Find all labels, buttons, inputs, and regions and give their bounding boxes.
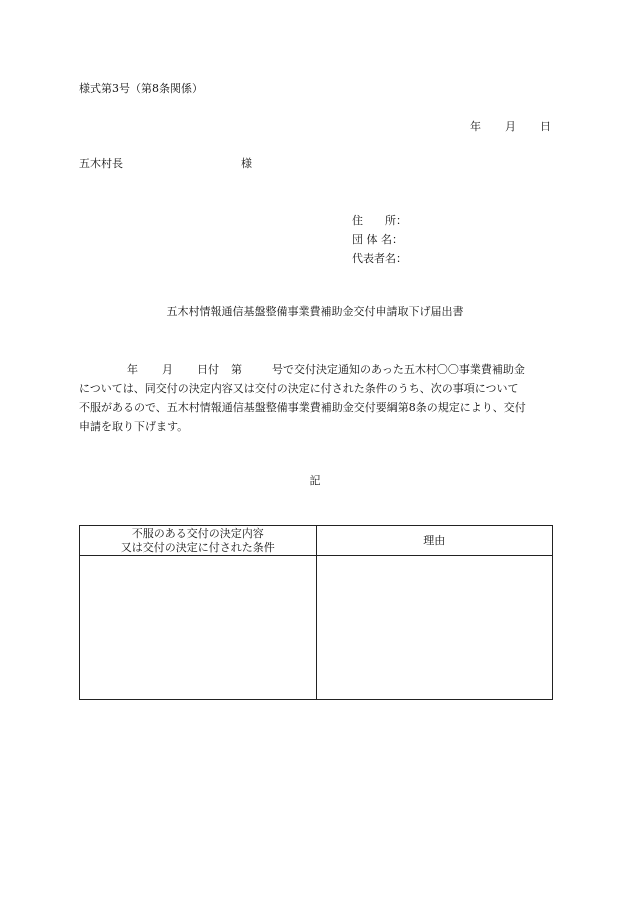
table-header-row <box>80 526 553 556</box>
addressee-honorific: 様 <box>241 157 252 170</box>
reason-cell[interactable] <box>316 556 553 700</box>
date-line <box>470 120 551 134</box>
form-number: 様式第3号（第8条関係） <box>79 82 203 95</box>
table-header-conditions <box>80 526 317 556</box>
body-text <box>79 360 554 436</box>
document-title: 五木村情報通信基盤整備事業費補助金交付申請取下げ届出書 <box>166 305 464 318</box>
body-line-4: 申請を取り下げます。 <box>79 420 189 433</box>
representative-label: 代表者名： <box>352 252 407 265</box>
date-year: 年 <box>470 120 481 133</box>
date-day: 日 <box>540 120 551 133</box>
addressee-name: 五木村長 <box>79 157 123 170</box>
table-header-reason: 理由 <box>316 526 553 556</box>
conditions-cell[interactable] <box>80 556 317 700</box>
ki-heading: 記 <box>309 474 321 487</box>
body-day-label: 日付 <box>197 363 219 376</box>
table-header-conditions-line2: 又は交付の決定に付された条件 <box>120 540 275 554</box>
applicant-block <box>352 211 407 268</box>
body-no-label: 第 <box>231 363 242 376</box>
body-year: 年 <box>127 363 138 376</box>
body-month: 月 <box>162 363 173 376</box>
address-label: 住 所： <box>352 214 407 227</box>
body-line-2: については、同交付の決定内容又は交付の決定に付された条件のうち、次の事項について <box>79 382 519 395</box>
date-month: 月 <box>505 120 516 133</box>
table-row <box>80 556 553 700</box>
group-name-label: 団 体 名： <box>352 233 403 246</box>
body-line-1 <box>79 360 554 379</box>
table-header-conditions-line1: 不服のある交付の決定内容 <box>131 526 264 540</box>
objection-table <box>79 525 553 700</box>
body-line-3: 不服があるので、五木村情報通信基盤整備事業費補助金交付要綱第8条の規定により、交付 <box>79 401 526 414</box>
body-line-1-rest: 号で交付決定通知のあった五木村〇〇事業費補助金 <box>272 363 525 376</box>
addressee <box>79 157 252 171</box>
